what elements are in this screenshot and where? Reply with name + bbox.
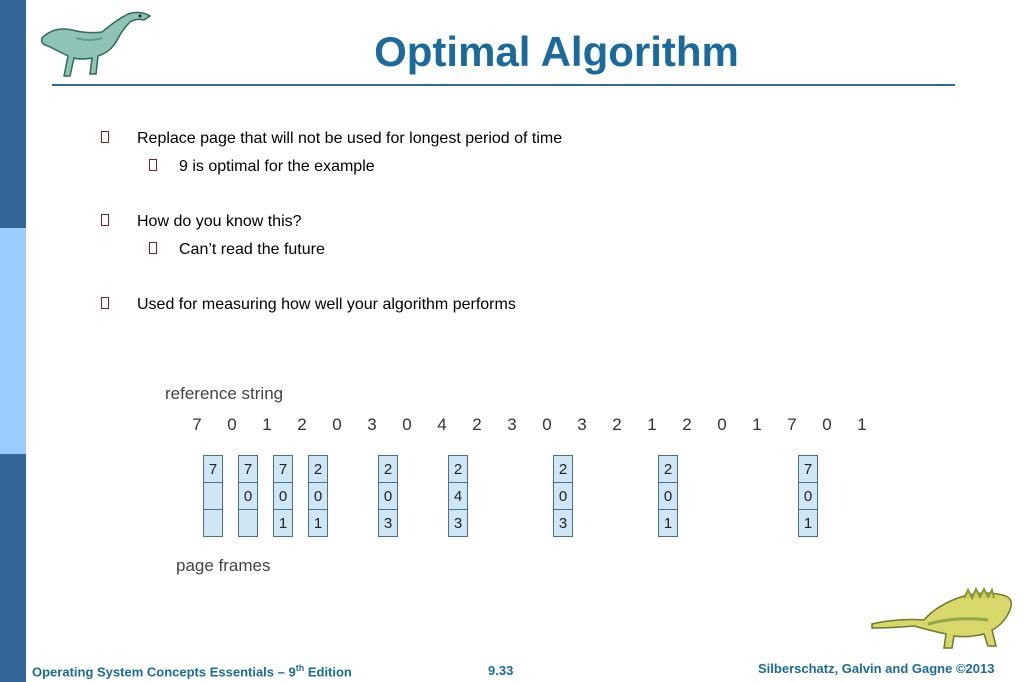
footer-copyright: Silberschatz, Galvin and Gagne ©2013 [758,661,995,676]
footer-title-suffix: Edition [304,664,352,680]
reference-value: 1 [647,415,657,434]
frame-cell: 0 [658,482,678,510]
reference-value: 3 [577,415,587,434]
bullet-text: How do you know this? [137,213,302,230]
bullet-icon [149,159,157,171]
frame-cell: 0 [378,482,398,510]
reference-value: 4 [437,415,447,434]
reference-value: 3 [507,415,517,434]
reference-value: 2 [682,415,692,434]
frame-cell: 2 [553,455,573,483]
bullet-icon [101,131,109,143]
frame-column [553,455,573,537]
frame-column [448,455,468,537]
frame-cell: 2 [448,455,468,483]
frame-cell: 1 [273,509,293,537]
frame-cell: 2 [378,455,398,483]
frame-cell: 1 [308,509,328,537]
frame-cell: 7 [273,455,293,483]
bullet-text: Used for measuring how well your algorithm performs [137,296,516,313]
reference-value: 0 [542,415,552,434]
frame-cell [238,509,258,537]
frame-cell: 7 [238,455,258,483]
frame-cell: 4 [448,482,468,510]
bullet-text: Replace page that will not be used for longest period of time [137,130,563,147]
reference-value: 0 [822,415,832,434]
footer-course-title [32,663,352,679]
bullet-icon [101,297,109,309]
reference-value: 1 [262,415,272,434]
frame-cell [203,509,223,537]
frame-column [273,455,293,537]
frame-column [658,455,678,537]
frame-cell: 3 [448,509,468,537]
frame-cell: 7 [203,455,223,483]
frame-cell: 3 [553,509,573,537]
reference-value: 1 [857,415,867,434]
frame-column [308,455,328,537]
frame-cell: 2 [658,455,678,483]
frame-cell: 3 [378,509,398,537]
footer-page-number: 9.33 [488,663,514,678]
frame-cell: 0 [553,482,573,510]
page-frames-label: page frames [176,556,271,575]
bullet-text: Can’t read the future [179,241,325,258]
frame-column [238,455,258,537]
reference-value: 0 [227,415,237,434]
footer-title-text: Operating System Concepts Essentials – 9 [32,664,296,680]
reference-value: 0 [402,415,412,434]
left-sidebar [0,0,26,682]
reference-string-label: reference string [165,384,284,403]
frame-cell [203,482,223,510]
frame-cell: 1 [798,509,818,537]
reference-value: 1 [752,415,762,434]
frame-cell: 0 [308,482,328,510]
bullet-icon [149,242,157,254]
frame-column [203,455,223,537]
frame-cell: 0 [273,482,293,510]
bullet-icon [101,214,109,226]
reference-value: 0 [717,415,727,434]
reference-value: 2 [297,415,307,434]
reference-value: 2 [472,415,482,434]
frame-cell: 1 [658,509,678,537]
frame-cell: 0 [238,482,258,510]
title-divider [52,84,955,86]
reference-value: 7 [192,415,202,434]
reference-value: 2 [612,415,622,434]
reference-value: 0 [332,415,342,434]
reference-value: 3 [367,415,377,434]
frame-cell: 0 [798,482,818,510]
footer-title-sup: th [295,663,305,673]
frame-cell: 7 [798,455,818,483]
dinosaur-logo-bottom [868,584,1018,654]
sidebar-highlight [0,228,26,454]
bullet-text: 9 is optimal for the example [179,158,375,175]
frame-column [798,455,818,537]
page-title: Optimal Algorithm [374,28,739,75]
reference-value: 7 [787,415,797,434]
frame-cell: 2 [308,455,328,483]
frame-column [378,455,398,537]
